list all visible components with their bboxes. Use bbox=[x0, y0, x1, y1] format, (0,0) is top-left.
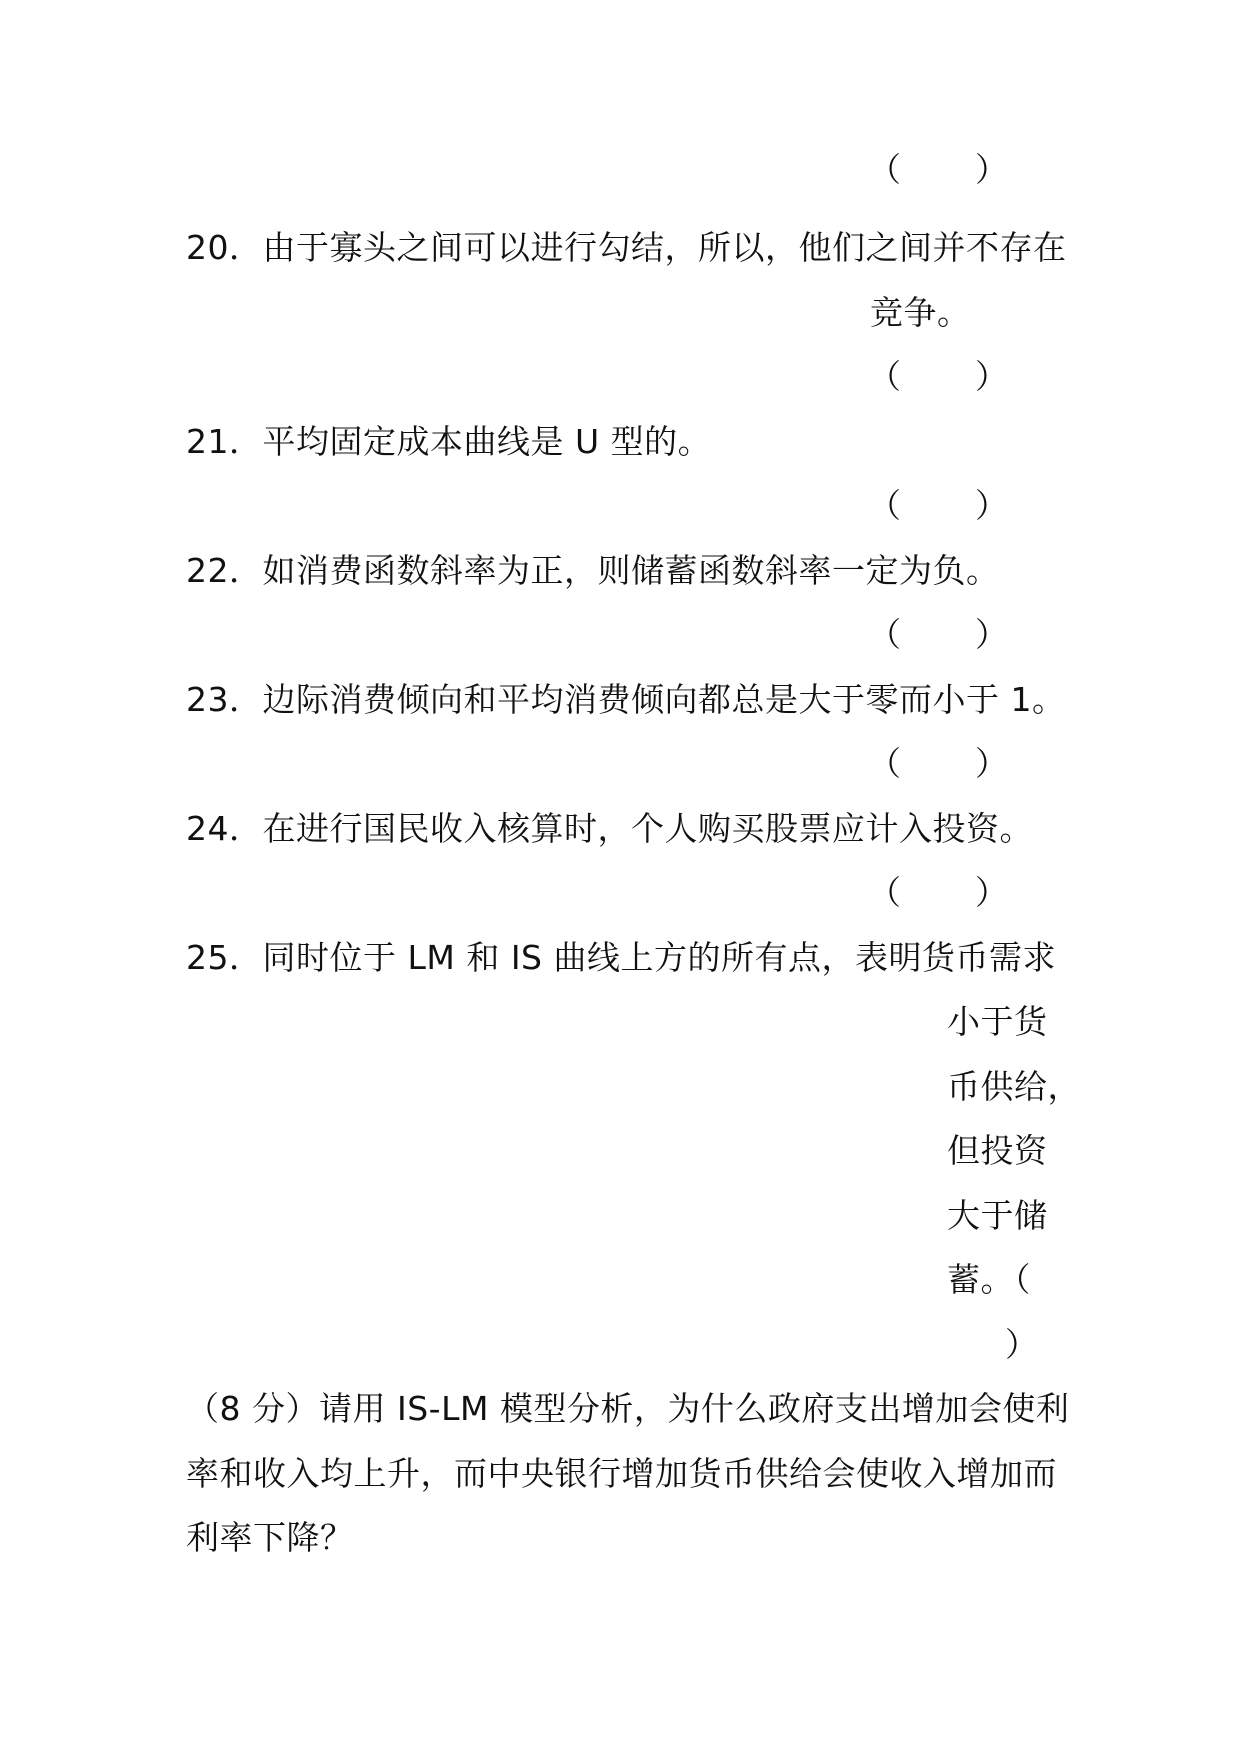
answer-bracket-open: （ bbox=[868, 150, 901, 189]
essay-question-line-2: 率和收入均上升，而中央银行增加货币供给会使收入增加而 bbox=[186, 1454, 1057, 1493]
question-24 bbox=[186, 809, 1033, 849]
question-number: 21 bbox=[186, 422, 229, 461]
answer-bracket-open: （ bbox=[868, 615, 901, 654]
question-25-wrap-1: 小于货 bbox=[947, 1002, 1048, 1041]
question-number: 23 bbox=[186, 680, 229, 719]
question-22 bbox=[186, 551, 1000, 591]
answer-bracket-close: ） bbox=[975, 150, 1008, 189]
answer-bracket-close: ） bbox=[975, 357, 1008, 396]
question-20-continuation: 竞争。 bbox=[870, 293, 971, 332]
answer-bracket-open: （ bbox=[868, 873, 901, 912]
question-number: 22 bbox=[186, 551, 229, 590]
answer-bracket-close: ） bbox=[975, 744, 1008, 783]
answer-bracket-close: ） bbox=[1005, 1325, 1038, 1364]
question-25-wrap-2: 币供给， bbox=[947, 1067, 1081, 1106]
question-25 bbox=[186, 938, 1056, 978]
answer-bracket-close: ） bbox=[975, 486, 1008, 525]
question-text: ．如消费函数斜率为正，则储蓄函数斜率一定为负。 bbox=[229, 551, 1000, 590]
question-text: ．由于寡头之间可以进行勾结，所以，他们之间并不存在 bbox=[229, 228, 1067, 267]
question-text: ．在进行国民收入核算时，个人购买股票应计入投资。 bbox=[229, 809, 1033, 848]
essay-question-line-1: （8 分）请用 IS-LM 模型分析，为什么政府支出增加会使利 bbox=[186, 1389, 1070, 1428]
answer-bracket-open: （ bbox=[868, 357, 901, 396]
question-text: ．平均固定成本曲线是 U 型的。 bbox=[229, 422, 712, 461]
question-25-wrap-5: 蓄。（ bbox=[947, 1260, 1031, 1299]
question-21 bbox=[186, 422, 711, 462]
question-20 bbox=[186, 228, 1067, 268]
answer-bracket-close: ） bbox=[975, 615, 1008, 654]
question-number: 25 bbox=[186, 938, 229, 977]
question-25-wrap-4: 大于储 bbox=[947, 1196, 1048, 1235]
essay-question-line-3: 利率下降？ bbox=[186, 1518, 354, 1557]
question-text: ．边际消费倾向和平均消费倾向都总是大于零而小于 1。 bbox=[229, 680, 1066, 719]
answer-bracket-open: （ bbox=[868, 486, 901, 525]
answer-bracket-close: ） bbox=[975, 873, 1008, 912]
question-number: 20 bbox=[186, 228, 229, 267]
question-text: ．同时位于 LM 和 IS 曲线上方的所有点，表明货币需求 bbox=[229, 938, 1056, 977]
answer-bracket-open: （ bbox=[868, 744, 901, 783]
question-25-wrap-3: 但投资 bbox=[947, 1131, 1048, 1170]
question-number: 24 bbox=[186, 809, 229, 848]
question-23 bbox=[186, 680, 1066, 720]
